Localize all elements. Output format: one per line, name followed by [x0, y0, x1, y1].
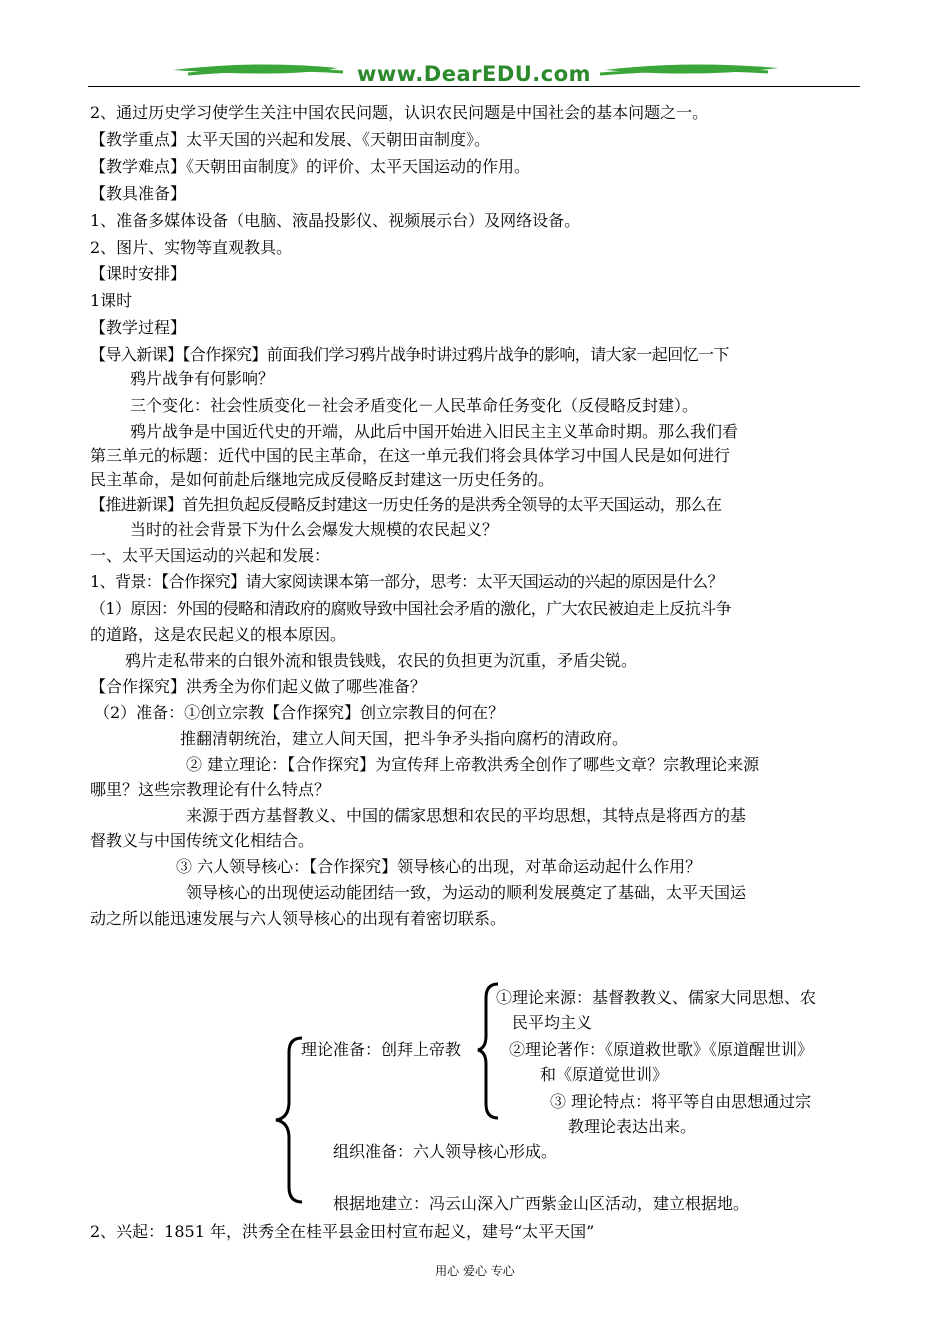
- text-line: 【导入新课】【合作探究】前面我们学习鸦片战争时讲过鸦片战争的影响，请大家一起回忆一下: [90, 345, 729, 364]
- left-brace-icon: [276, 1038, 302, 1202]
- text-line: 民主革命，是如何前赴后继地完成反侵略反封建这一历史任务的。: [90, 470, 555, 489]
- text-line: 第三单元的标题：近代中国的民主革命，在这一单元我们将会具体学习中国人民是如何进行: [90, 446, 731, 465]
- text-line: 来源于西方基督教义、中国的儒家思想和农民的平均思想，其特点是将西方的基: [186, 806, 747, 825]
- text-line: 2、兴起：1851 年，洪秀全在桂平县金田村宣布起义，建号“太平天国”: [90, 1222, 595, 1241]
- text-line: 【推进新课】首先担负起反侵略反封建这一历史任务的是洪秀全领导的太平天国运动，那么在: [90, 495, 722, 514]
- text-line: 领导核心的出现使运动能团结一致，为运动的顺利发展奠定了基础，太平天国运: [186, 883, 747, 902]
- text-line: 当时的社会背景下为什么会爆发大规模的农民起义？: [130, 520, 499, 539]
- text-line: 鸦片战争有何影响？: [130, 369, 275, 388]
- site-logo[interactable]: www.DearEDU.com: [356, 62, 592, 86]
- text-line: 推翻清朝统治，建立人间天国，把斗争矛头指向腐朽的清政府。: [180, 729, 629, 748]
- text-line: 鸦片走私带来的白银外流和银贵钱贱，农民的负担更为沉重，矛盾尖锐。: [125, 651, 638, 670]
- diagram-item: ③ 理论特点：将平等自由思想通过宗: [550, 1092, 812, 1111]
- section-heading: 一、太平天国运动的兴起和发展：: [90, 546, 331, 565]
- text-line: ② 建立理论：【合作探究】为宣传拜上帝教洪秀全创作了哪些文章？宗教理论来源: [186, 755, 760, 774]
- text-line: 三个变化：社会性质变化－社会矛盾变化－人民革命任务变化（反侵略反封建）。: [130, 396, 699, 415]
- diagram-item: 教理论表达出来。: [568, 1117, 697, 1136]
- header-rule: [88, 86, 860, 87]
- text-line: 1、背景：【合作探究】请大家阅读课本第一部分，思考：太平天国运动的兴起的原因是什么？: [90, 572, 723, 591]
- text-line: 1课时: [90, 291, 133, 310]
- text-line: 督教义与中国传统文化相结合。: [90, 831, 315, 850]
- diagram-item: 和《原道觉世训》: [540, 1065, 669, 1084]
- text-line: 1、准备多媒体设备（电脑、液晶投影仪、视频展示台）及网络设备。: [90, 211, 581, 230]
- text-line: 的道路，这是农民起义的根本原因。: [90, 625, 347, 644]
- diagram-item: 民平均主义: [512, 1013, 593, 1032]
- right-brace-icon: [478, 984, 498, 1118]
- text-line: 【合作探究】洪秀全为你们起义做了哪些准备？: [90, 677, 427, 696]
- text-line: 【教学难点】《天朝田亩制度》的评价、太平天国运动的作用。: [90, 157, 531, 176]
- page-footer: 用心 爱心 专心: [435, 1264, 515, 1278]
- text-line: 动之所以能迅速发展与六人领导核心的出现有着密切联系。: [90, 909, 507, 928]
- page-header: [88, 58, 860, 92]
- diagram-theory-prep: 理论准备：创拜上帝教: [301, 1040, 462, 1059]
- text-line: 哪里？这些宗教理论有什么特点？: [90, 780, 331, 799]
- text-line: 【课时安排】: [90, 264, 187, 283]
- text-line: 2、图片、实物等直观教具。: [90, 238, 293, 257]
- outline-brackets: [270, 980, 510, 1220]
- diagram-org-prep: 组织准备：六人领导核心形成。: [333, 1142, 558, 1161]
- text-line: 【教学重点】太平天国的兴起和发展、《天朝田亩制度》。: [90, 130, 491, 149]
- text-line: 【教学过程】: [90, 318, 187, 337]
- text-line: ③ 六人领导核心：【合作探究】领导核心的出现，对革命运动起什么作用？: [176, 857, 702, 876]
- text-line: 2、通过历史学习使学生关注中国农民问题，认识农民问题是中国社会的基本问题之一。: [90, 103, 709, 122]
- text-line: 【教具准备】: [90, 184, 187, 203]
- text-line: （2）准备：①创立宗教【合作探究】创立宗教目的何在？: [94, 703, 505, 722]
- text-line: 鸦片战争是中国近代史的开端，从此后中国开始进入旧民主主义革命时期。那么我们看: [130, 422, 739, 441]
- diagram-base: 根据地建立：冯云山深入广西紫金山区活动，建立根据地。: [333, 1194, 750, 1213]
- diagram-item: ①理论来源：基督教教义、儒家大同思想、农: [496, 988, 817, 1007]
- diagram-item: ②理论著作：《原道救世歌》《原道醒世训》: [509, 1040, 814, 1059]
- text-line: （1）原因：外国的侵略和清政府的腐败导致中国社会矛盾的激化，广大农民被迫走上反抗斗争: [90, 599, 731, 618]
